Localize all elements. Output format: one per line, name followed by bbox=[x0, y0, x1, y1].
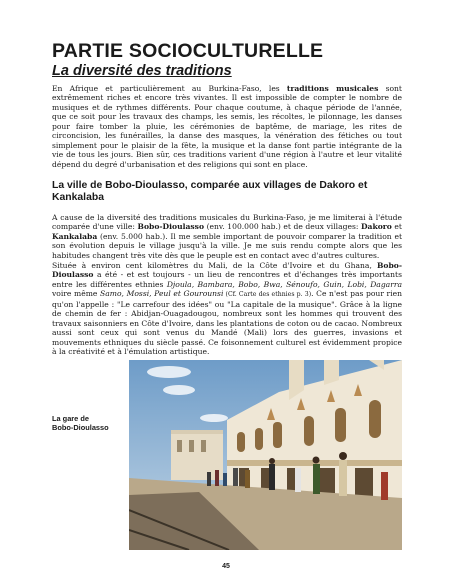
s2-map-reference: (Cf. Carte des ethnies p. 3) bbox=[223, 291, 312, 299]
s2-text-2: a été - et est toujours - un lieu de rencontres et d'échanges très importants entre les différentes ethnies bbox=[52, 270, 402, 289]
page-subtitle: La diversité des traditions bbox=[52, 63, 232, 79]
section-paragraph-1 bbox=[52, 213, 402, 260]
s2-text-1: Située à environ cent kilomètres du Mali, de la Côte d'Ivoire et du Ghana, bbox=[52, 261, 377, 270]
photo-caption bbox=[52, 414, 124, 432]
page-title: PARTIE SOCIOCULTURELLE bbox=[52, 40, 324, 62]
s2-text-4: . Ce n'est pas pour rien qu'on l'appelle : "Le carrefour des idées" ou "La capitale de la musique". Grâce à la ligne de chemin de fer : Abidjan-Ouagadougou, nombreux sont les hommes qui trouvent des travaux saisonniers en Côte d'Ivoire, dans les plantations de coton ou de cacao. Nombreux aussi sont ceux qui sont venus du Mandé (Mali) lors des guerres, invasions et mouvements ethniques du siècle passé. Ce foisonnement culturel est évidemment propice à la créativité et à l'émulation artistique. bbox=[52, 289, 403, 357]
s2-text-3: voire même bbox=[52, 289, 101, 299]
s1-text-2: (env. 100.000 hab.) et de deux villages: bbox=[204, 222, 361, 232]
page-number: 45 bbox=[222, 563, 230, 570]
intro-text-1: En Afrique et particulièrement au Burkina-Faso, les bbox=[52, 84, 287, 93]
s1-text-3: et bbox=[391, 222, 402, 232]
photo-illustration bbox=[129, 360, 402, 550]
caption-line-1: La gare de bbox=[52, 414, 89, 423]
section-paragraph-2 bbox=[52, 261, 402, 357]
s1-bold-3: Kankalaba bbox=[52, 231, 98, 241]
s1-bold-1: Bobo-Dioulasso bbox=[137, 222, 205, 232]
train-station-photo bbox=[129, 360, 402, 550]
s2-italic-1: Djoula, Bambara, Bobo, Bwa, Sénoufo, Guin, Lobi, Dagarra bbox=[166, 279, 402, 289]
s2-italic-2: Samo, Mossi, Peul et Gourounsi bbox=[100, 289, 224, 299]
intro-paragraph bbox=[52, 84, 402, 169]
s2-bold-1: Bobo-Dioulasso bbox=[52, 261, 402, 280]
caption-line-2: Bobo-Dioulasso bbox=[52, 423, 109, 432]
section-heading: La ville de Bobo-Dioulasso, comparée aux villages de Dakoro et Kankalaba bbox=[52, 180, 368, 203]
s1-bold-2: Dakoro bbox=[360, 222, 392, 232]
s1-text-4: (env. 5.000 hab.). Il me semble important de pouvoir comparer la tradition et son évolution depuis le village jusqu'à la ville. Je me suis rendu compte alors que les habitudes changent très vite dès que le peuple est en contact avec d'autres cultures. bbox=[52, 231, 402, 260]
intro-text-2: sont extrêmement riches et encore très vivantes. Il est impossible de compter le nombre de musiques et de rythmes différents. Pour chaque coutume, à chaque période de l'année, que ce soit pour les travaux des champs, les semis, les récoltes, le pilonnage, les danses pour faire tomber la pluie, les cérémonies de baptême, de mariage, les rites de circoncision, les funérailles, la danse des masques, la vénération des fétiches ou tout simplement pour le plaisir de la fête, la musique et la danse font partie intégrante de la vie de tous les jours. Bien sûr, ces traditions varient d'une région à l'autre et leur vitalité dépend du degré d'urbanisation et des religions qui sont en place. bbox=[52, 84, 402, 169]
s1-text-1: A cause de la diversité des traditions musicales du Burkina-Faso, je me limiterai à l'étude comparée d'une ville: bbox=[52, 213, 402, 232]
intro-bold-1: traditions musicales bbox=[286, 84, 379, 93]
